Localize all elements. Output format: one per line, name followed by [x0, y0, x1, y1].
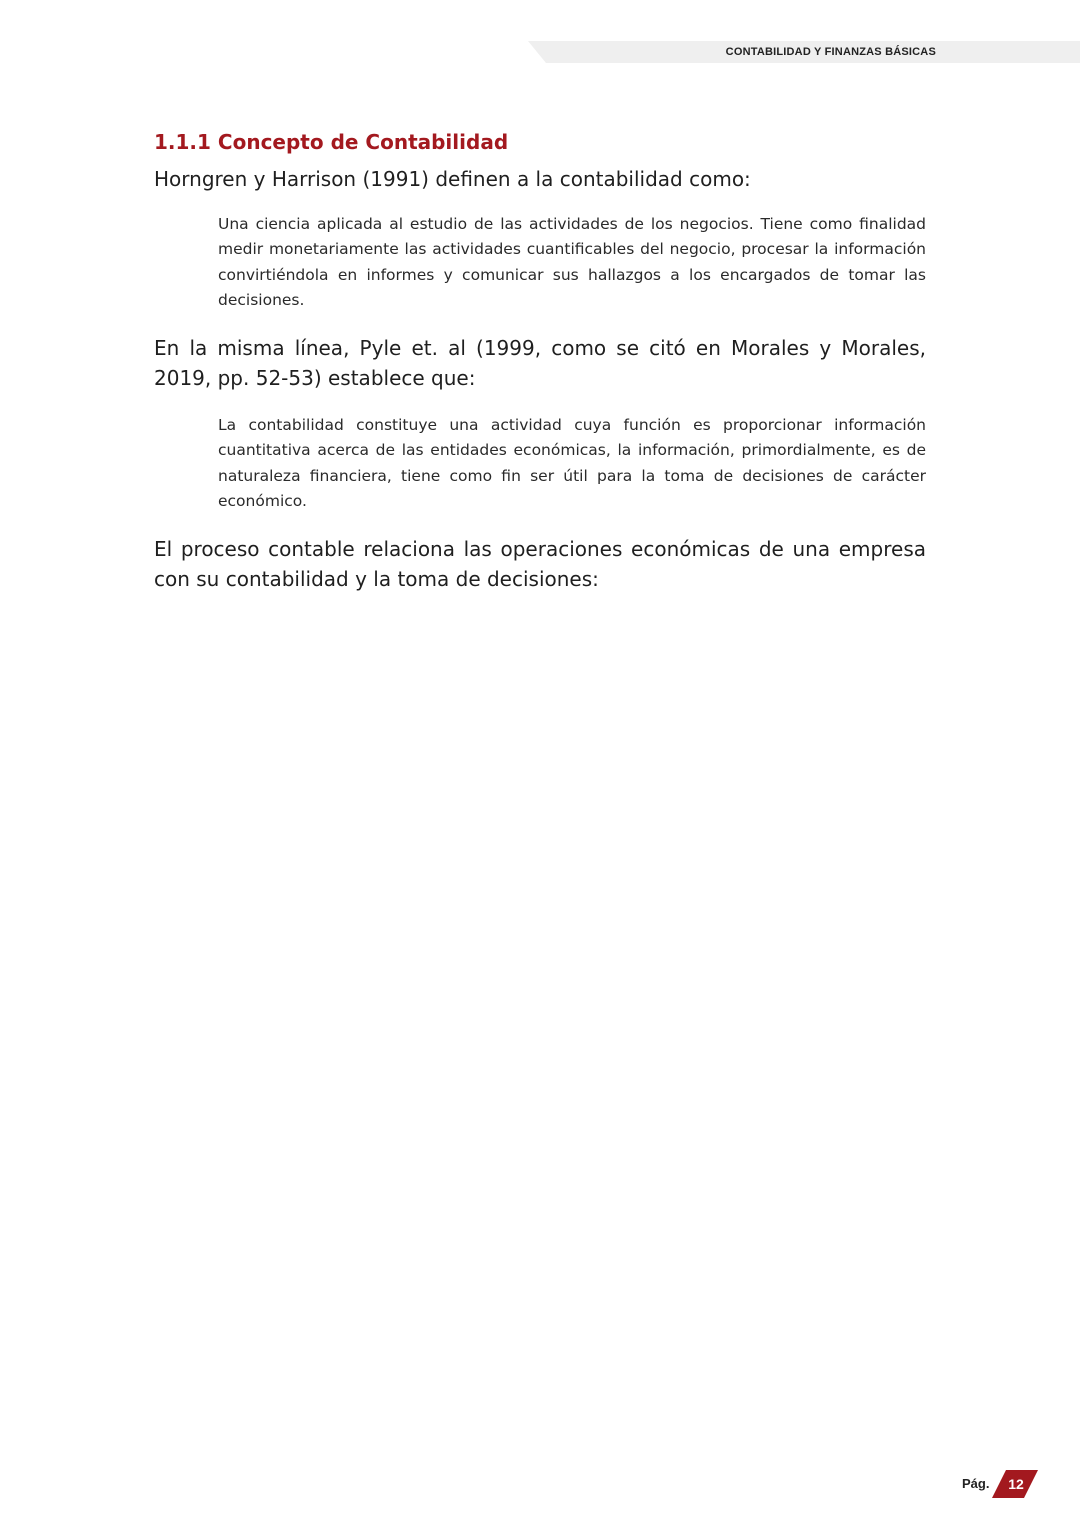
page-number: 12	[1008, 1476, 1024, 1492]
running-header	[528, 41, 1080, 63]
block-quote-horngren: Una ciencia aplicada al estudio de las actividades de los negocios. Tiene como finalidad medir monetariamente las actividades cuantificables del negocio, procesar la información convirtiéndola en informes y comunicar sus hallazgos a los encargados de tomar las decisiones.	[218, 215, 926, 309]
intro-paragraph: Horngren y Harrison (1991) definen a la contabilidad como:	[154, 167, 751, 191]
pyle-paragraph: En la misma línea, Pyle et. al (1999, como se citó en Morales y Morales, 2019, pp. 52-53) establece que:	[154, 336, 926, 391]
page-footer	[950, 1470, 1050, 1502]
process-paragraph: El proceso contable relaciona las operaciones económicas de una empresa con su contabilidad y la toma de decisiones:	[154, 537, 926, 592]
page-number-badge	[992, 1470, 1038, 1498]
page-label: Pág.	[962, 1476, 990, 1491]
section-heading: 1.1.1 Concepto de Contabilidad	[154, 130, 509, 154]
header-title: CONTABILIDAD Y FINANZAS BÁSICAS	[725, 46, 936, 58]
page-content	[154, 128, 926, 594]
block-quote-pyle: La contabilidad constituye una actividad cuya función es proporcionar información cuantitativa acerca de las entidades económicas, la información, primordialmente, es de naturaleza financiera, tiene como fin ser útil para la toma de decisiones de carácter económico.	[218, 416, 926, 511]
